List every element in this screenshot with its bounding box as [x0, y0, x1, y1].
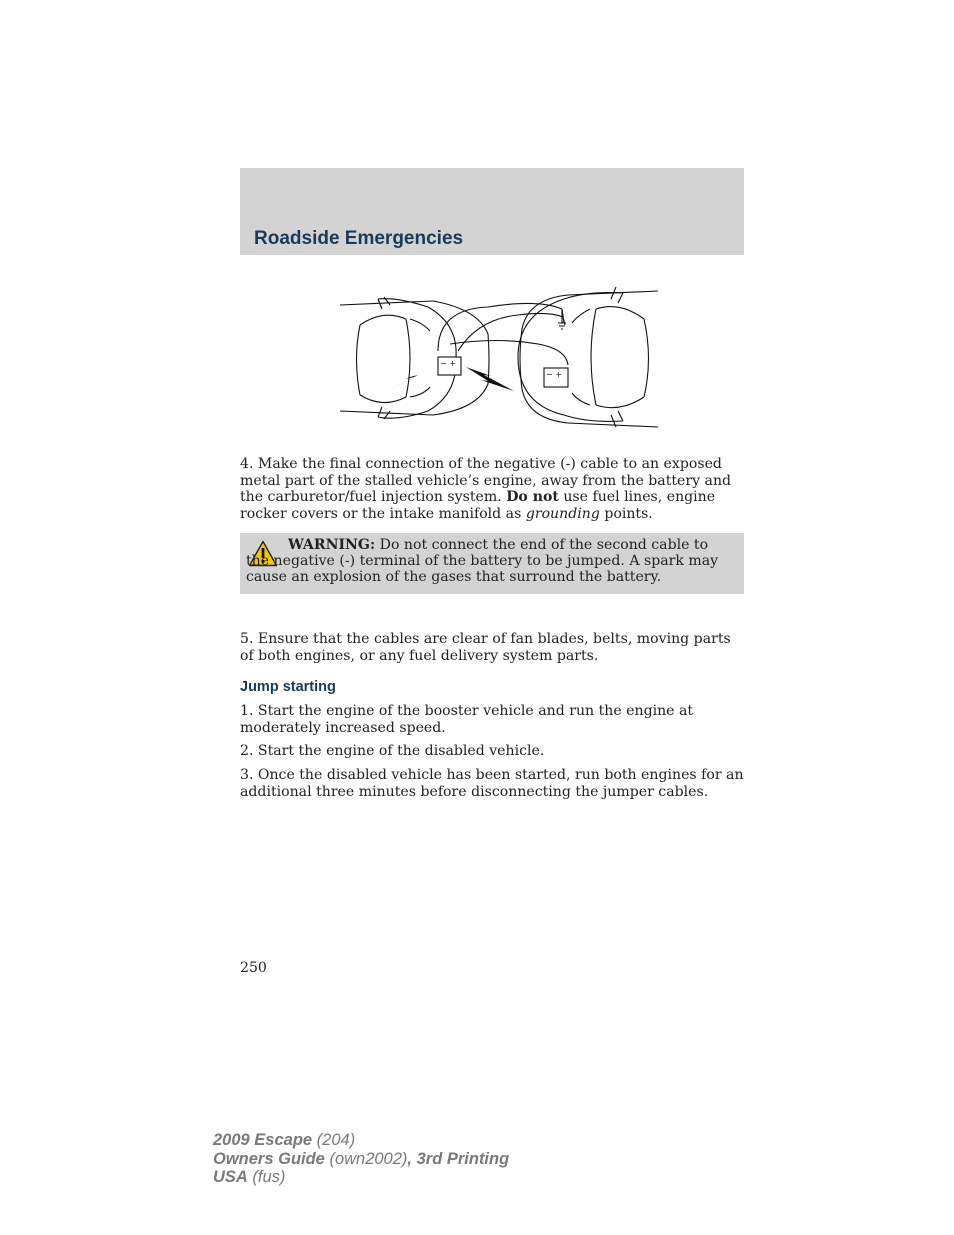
warning-text — [246, 537, 732, 586]
step-4-text-end: points. — [599, 505, 653, 522]
footer-guide: Owners Guide — [213, 1149, 325, 1168]
jump-start-step-2: 2. Start the engine of the disabled vehicle. — [240, 743, 545, 759]
jump-start-diagram — [338, 279, 666, 445]
grounding-emphasis: grounding — [525, 505, 600, 522]
do-not-emphasis: Do not — [506, 489, 559, 506]
page-number: 250 — [240, 960, 267, 976]
footer-printing: , 3rd Printing — [407, 1149, 510, 1168]
warning-body: Do not connect the end of the second cable to the negative (-) terminal of the battery to be jumped. A spark may cause an explosion of the gases that surround the battery. — [246, 537, 719, 586]
battery-terminals-left: − + — [440, 359, 456, 368]
footer-model-code: (204) — [312, 1131, 356, 1149]
warning-label: WARNING: — [288, 537, 376, 553]
footer-market: USA — [213, 1168, 248, 1186]
footer-guide-code: (own2002) — [324, 1149, 408, 1168]
warning-box — [240, 533, 744, 594]
step-4-paragraph — [240, 456, 744, 522]
footer-market-code: (fus) — [247, 1168, 286, 1186]
jump-start-step-3: 3. Once the disabled vehicle has been started, run both engines for an additional three minutes before disconnecting the jumper cables. — [240, 767, 744, 800]
step-4-text: 4. Make the final connection of the negative (-) cable to an exposed metal part of the stalled vehicle’s engine, away from the battery and the carburetor/fuel injection system. — [240, 456, 732, 506]
spark-icon — [466, 367, 514, 391]
battery-terminals-right: − + — [546, 370, 562, 379]
jump-start-step-1: 1. Start the engine of the booster vehicle and run the engine at moderately increased speed. — [240, 703, 694, 736]
step-4-text-cont: use fuel lines, engine rocker covers or the intake manifold as — [240, 489, 716, 522]
footer-model: 2009 Escape — [213, 1131, 313, 1149]
jump-starting-heading: Jump starting — [240, 679, 336, 695]
step-5-paragraph: 5. Ensure that the cables are clear of fan blades, belts, moving parts of both engines, or any fuel delivery system parts. — [240, 631, 731, 664]
section-title: Roadside Emergencies — [254, 228, 464, 249]
section-header — [240, 168, 744, 255]
spark-icon — [388, 365, 434, 391]
document-footer — [213, 1131, 509, 1187]
